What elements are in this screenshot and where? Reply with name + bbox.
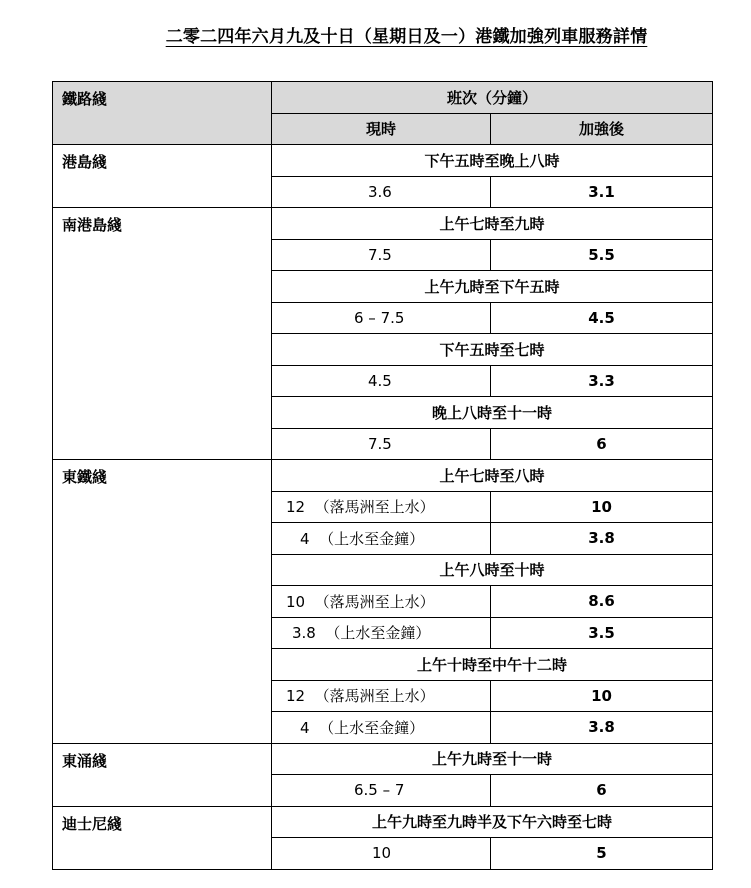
period-label: 上午九時至十一時	[272, 743, 713, 775]
period-label: 下午五時至七時	[272, 334, 713, 366]
current-frequency: 12 （落馬洲至上水）	[272, 680, 491, 712]
table-body	[53, 82, 713, 870]
current-frequency: 6 – 7.5	[272, 302, 491, 334]
line-name: 東涌綫	[53, 743, 272, 806]
header-line: 鐵路綫	[53, 82, 272, 145]
current-frequency: 7.5	[272, 428, 491, 460]
header-frequency: 班次（分鐘）	[272, 82, 713, 114]
current-frequency: 10	[272, 838, 491, 870]
current-frequency: 3.6	[272, 176, 491, 208]
line-name: 迪士尼綫	[53, 806, 272, 869]
line-name: 東鐵綫	[53, 460, 272, 744]
enhanced-frequency: 10	[491, 680, 713, 712]
enhanced-frequency: 4.5	[491, 302, 713, 334]
period-row	[53, 145, 713, 177]
period-row	[53, 208, 713, 240]
period-label: 上午七時至八時	[272, 460, 713, 492]
period-label: 上午八時至十時	[272, 554, 713, 586]
period-label: 下午五時至晚上八時	[272, 145, 713, 177]
current-frequency: 7.5	[272, 239, 491, 271]
period-label: 上午七時至九時	[272, 208, 713, 240]
current-frequency: 6.5 – 7	[272, 775, 491, 807]
enhanced-frequency: 3.8	[491, 523, 713, 555]
period-row	[53, 460, 713, 492]
period-label: 上午九時至下午五時	[272, 271, 713, 303]
enhanced-frequency: 3.5	[491, 617, 713, 649]
enhanced-frequency: 3.1	[491, 176, 713, 208]
period-label: 上午十時至中午十二時	[272, 649, 713, 681]
period-label: 晚上八時至十一時	[272, 397, 713, 429]
current-frequency: 12 （落馬洲至上水）	[272, 491, 491, 523]
enhanced-frequency: 5.5	[491, 239, 713, 271]
current-frequency: 4.5	[272, 365, 491, 397]
enhanced-frequency: 3.3	[491, 365, 713, 397]
header-enhanced: 加強後	[491, 113, 713, 145]
period-row	[53, 806, 713, 838]
current-frequency: 4 （上水至金鐘）	[272, 523, 491, 555]
enhanced-frequency: 3.8	[491, 712, 713, 744]
header-row	[53, 82, 713, 114]
enhanced-frequency: 6	[491, 428, 713, 460]
current-frequency: 3.8 （上水至金鐘）	[272, 617, 491, 649]
line-name: 港島綫	[53, 145, 272, 208]
enhanced-frequency: 5	[491, 838, 713, 870]
page-title: 二零二四年六月九及十日（星期日及一）港鐵加強列車服務詳情	[165, 27, 648, 47]
line-name: 南港島綫	[53, 208, 272, 460]
service-table	[52, 81, 713, 870]
period-label: 上午九時至九時半及下午六時至七時	[272, 806, 713, 838]
enhanced-frequency: 8.6	[491, 586, 713, 618]
current-frequency: 4 （上水至金鐘）	[272, 712, 491, 744]
enhanced-frequency: 6	[491, 775, 713, 807]
period-row	[53, 743, 713, 775]
enhanced-frequency: 10	[491, 491, 713, 523]
current-frequency: 10 （落馬洲至上水）	[272, 586, 491, 618]
header-current: 現時	[272, 113, 491, 145]
